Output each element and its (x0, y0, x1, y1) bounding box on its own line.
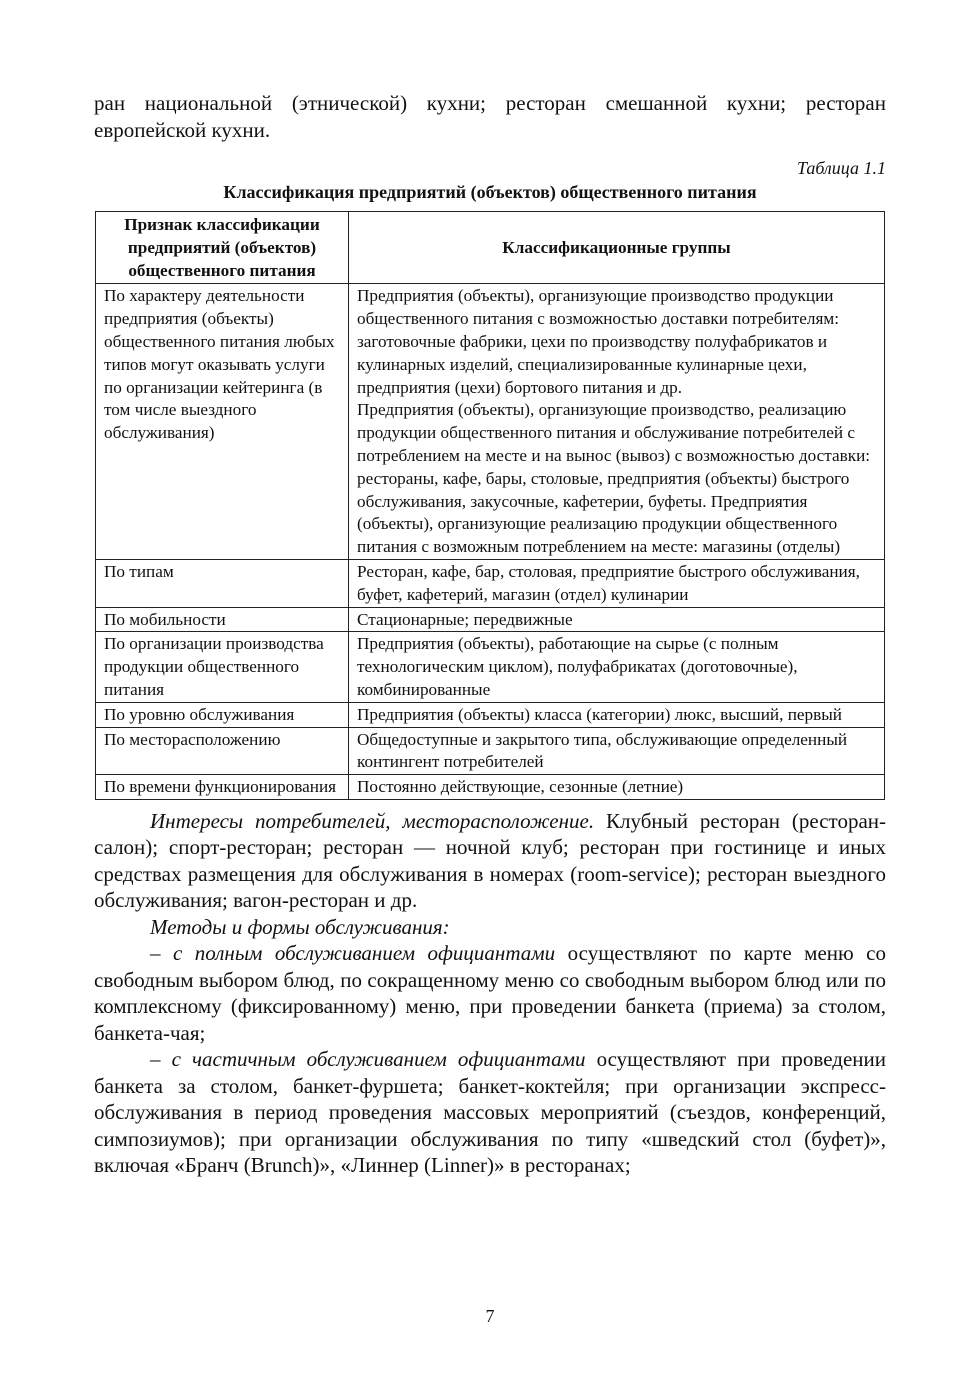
full-service-lead: – с полным обслуживанием официантами (150, 941, 556, 966)
full-service-text: осуществляют по карте меню со свободным выбором блюд, по сокращенному меню со свободным выбором блюд или по комплексному (фиксированному) меню, при проведении банкета (приема) за столом, банкета-чая; (94, 941, 887, 1045)
criterion-cell: По характеру деятельности предприятия (объекты) общественного питания любых типов могут оказывать услуги по организации кейтеринга (в том числе выездного обслуживания) (96, 284, 349, 560)
intro-paragraph: ран национальной (этнической) кухни; ресторан смешанной кухни; ресторан европейской кухни. (94, 91, 886, 142)
table-row (96, 702, 885, 727)
page-content (94, 90, 886, 1179)
interests-lead: Интересы потребителей, месторасположение. (150, 808, 595, 833)
groups-cell: Предприятия (объекты), работающие на сырье (с полным технологическим циклом), полуфабрикатах (доготовочные), комбинированные (349, 632, 885, 702)
criterion-cell: По организации производства продукции общественного питания (96, 632, 349, 702)
table-row (96, 775, 885, 800)
criterion-cell: По месторасположению (96, 727, 349, 775)
criterion-cell: По времени функционирования (96, 775, 349, 800)
groups-cell: Общедоступные и закрытого типа, обслуживающие определенный контингент потребителей (349, 727, 885, 775)
groups-cell: Стационарные; передвижные (349, 607, 885, 632)
table-row (96, 727, 885, 775)
table-row (96, 607, 885, 632)
criterion-cell: По уровню обслуживания (96, 702, 349, 727)
groups-cell: Предприятия (объекты), организующие производство продукции общественного питания с возможностью доставки потребителям: заготовочные фабрики, цехи по производству полуфабрикатов и кулинарных изделий, специализированные кулинарные цехи, предприятия (цехи) бортового питания и др. Предприятия (объекты), организующие производство, реализацию продукции общественного питания и обслуживание потребителей с потреблением на месте и на вынос (вывоз) с возможностью доставки: рестораны, кафе, бары, столовые, предприятия (объекты) быстрого обслуживания, закусочные, кафетерии, буфеты. Предприятия (объекты), организующие реализацию продукции общественного питания с возможным потреблением на месте: магазины (отделы) (349, 284, 885, 560)
partial-service-paragraph (94, 1046, 886, 1179)
partial-service-lead: – с частичным обслуживанием официантами (150, 1047, 586, 1072)
methods-heading (94, 914, 886, 941)
groups-cell: Предприятия (объекты) класса (категории) люкс, высший, первый (349, 702, 885, 727)
page-number: 7 (485, 1306, 495, 1326)
table-row (96, 284, 885, 560)
methods-heading-text: Методы и формы обслуживания: (150, 914, 450, 939)
full-service-paragraph (94, 940, 886, 1046)
classification-table (95, 211, 885, 800)
groups-cell: Постоянно действующие, сезонные (летние) (349, 775, 885, 800)
table-header-row (96, 212, 885, 284)
header-groups: Классификационные группы (349, 212, 885, 284)
table-row (96, 632, 885, 702)
partial-service-text: осуществляют при проведении банкета за столом, банкет-фуршета; банкет-коктейля; при организации экспресс-обслуживания в период проведения массовых мероприятий (съездов, конференций, симпозиумов); при организации обслуживания по типу «шведский стол (буфет)», включая «Бранч (Brunch)», «Линнер (Linner)» в ресторанах; (94, 1047, 886, 1178)
groups-cell: Ресторан, кафе, бар, столовая, предприятие быстрого обслуживания, буфет, кафетерий, магазин (отдел) кулинарии (349, 559, 885, 607)
table-row (96, 559, 885, 607)
body-text (94, 808, 886, 1179)
interests-text: Клубный ресторан (ресторан-салон); спорт-ресторан; ресторан — ночной клуб; ресторан при гостинице и иных средствах размещения для обслуживания в номерах (room-service); ресторан выездного обслуживания; вагон-ресторан и др. (94, 808, 886, 913)
interests-paragraph (94, 808, 886, 914)
table-number-label: Таблица 1.1 (796, 158, 886, 178)
criterion-cell: По мобильности (96, 607, 349, 632)
header-criterion: Признак классификации предприятий (объектов) общественного питания (96, 212, 349, 284)
table-title: Классификация предприятий (объектов) общественного питания (223, 182, 757, 202)
criterion-cell: По типам (96, 559, 349, 607)
